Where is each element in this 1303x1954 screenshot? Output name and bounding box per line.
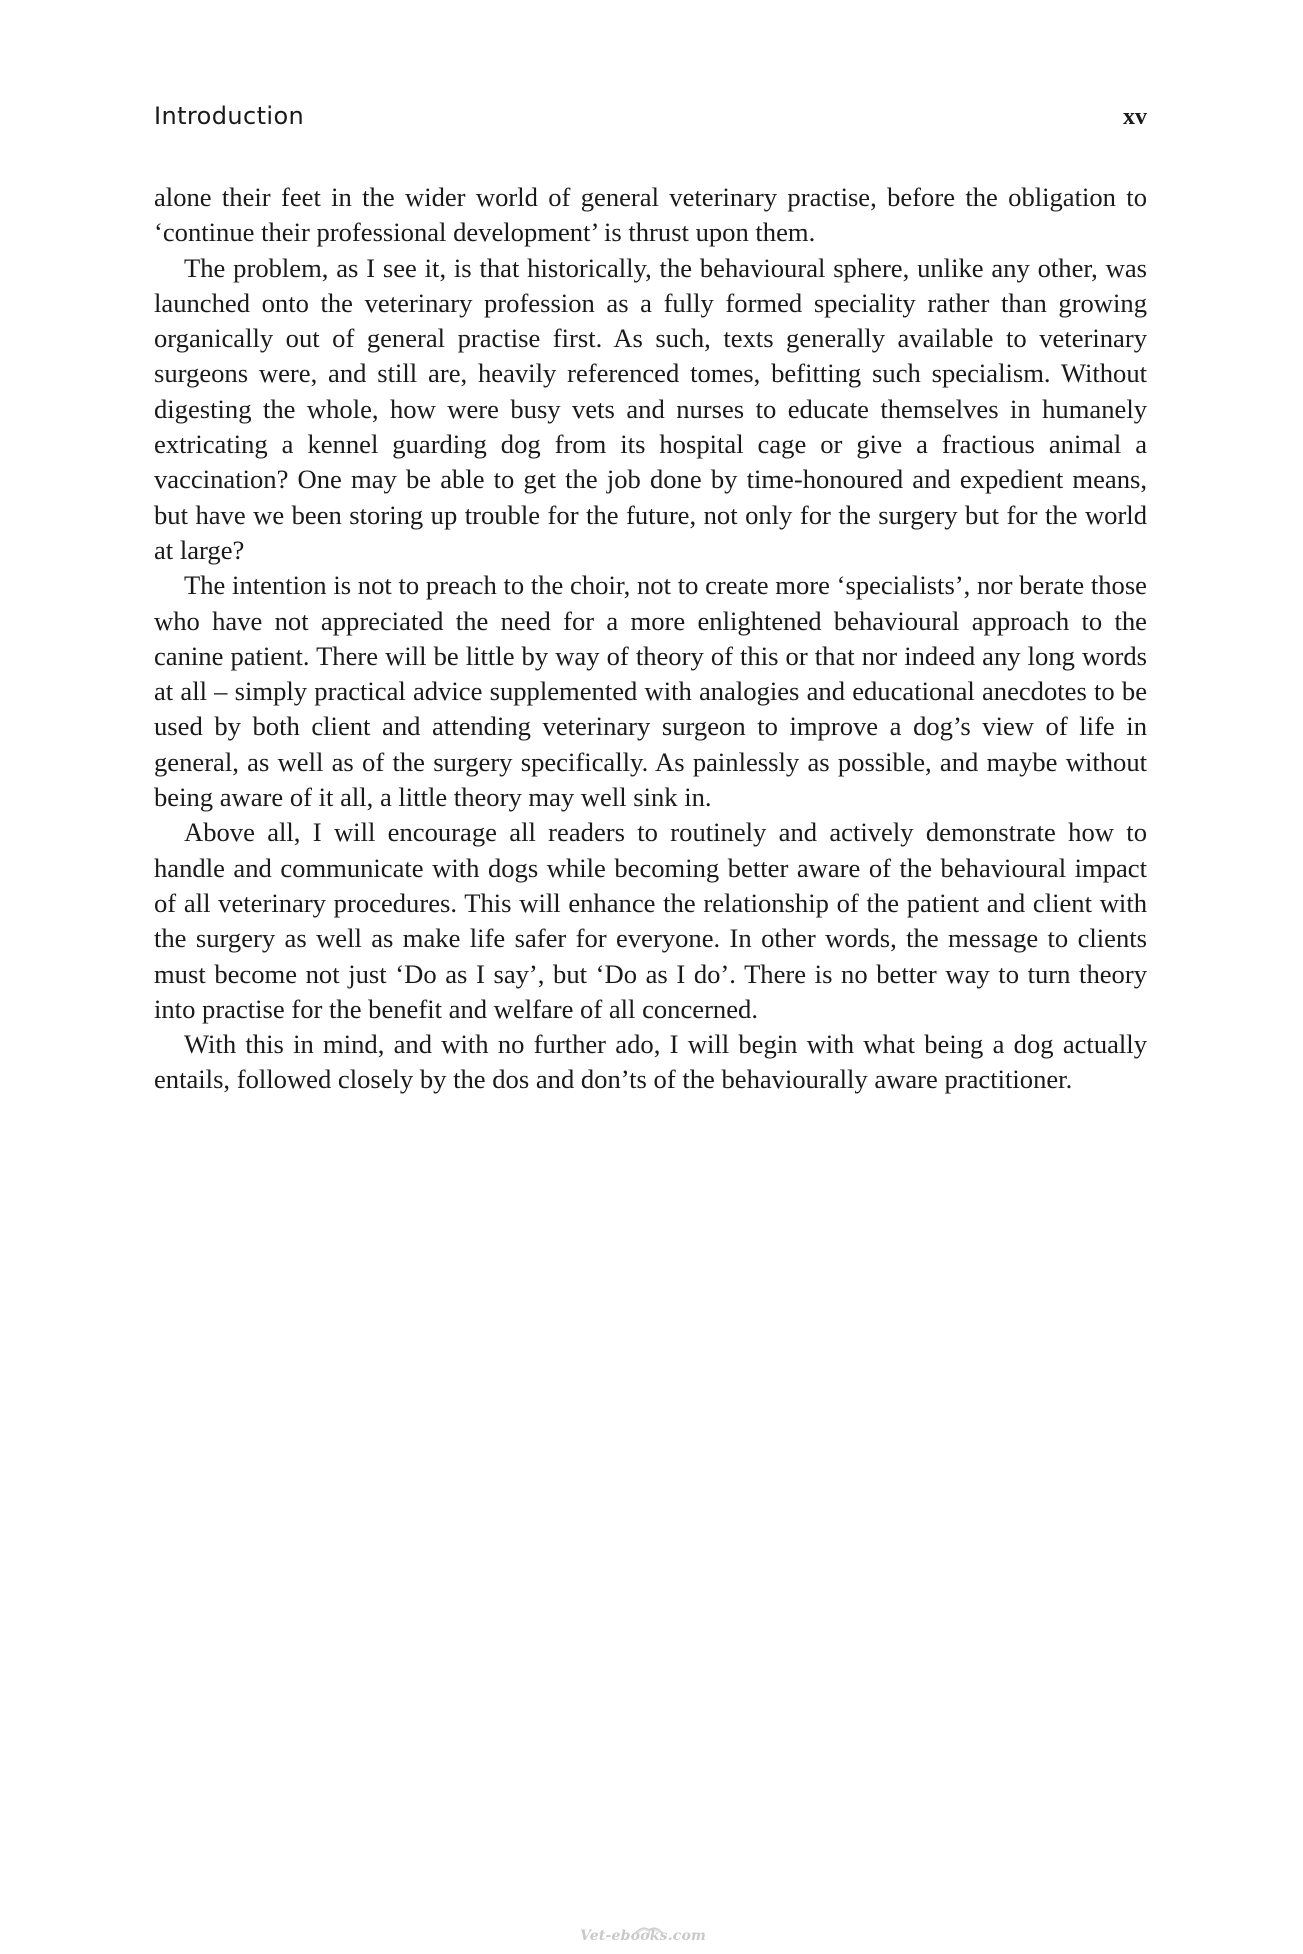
paragraph: The problem, as I see it, is that historically, the behavioural sphere, unlike any other, was launched onto the veterinary profession as a fully formed speciality rather than growing organically out of general practise first. As such, texts generally available to veterinary surgeons were, and still are, heavily referenced tomes, befitting such specialism. Without digesting the whole, how were busy vets and nurses to educate themselves in humanely extricating a kennel guarding dog from its hospital cage or give a fractious animal a vaccination? One may be able to get the job done by time-honoured and expedient means, but have we been storing up trouble for the future, not only for the surgery but for the world at large? [154,252,1147,565]
running-head [154,102,1147,134]
watermark-text: Vet-ebooks.com [580,1928,707,1944]
paragraph: The intention is not to preach to the choir, not to create more ‘specialists’, nor berate those who have not appreciated the need for a more enlightened behavioural approach to the canine patient. There will be little by way of theory of this or that nor indeed any long words at all – simply practical advice supplemented with analogies and educational anecdotes to be used by both client and attending veterinary surgeon to improve a dog’s view of life in general, as well as of the surgery specifically. As painlessly as possible, and maybe without being aware of it all, a little theory may well sink in. [154,570,1147,813]
body-text [154,180,1147,1098]
page-number: xv [1123,104,1147,130]
paragraph-continued: alone their feet in the wider world of general veterinary practise, before the obligation to ‘continue their professional development’ is thrust upon them. [154,182,1147,248]
section-title: Introduction [154,102,305,130]
watermark [580,1924,730,1948]
paragraph: Above all, I will encourage all readers to routinely and actively demonstrate how to handle and communicate with dogs while becoming better aware of the behavioural impact of all veterinary procedures. This will enhance the relationship of the patient and client with the surgery as well as make life safer for everyone. In other words, the message to clients must become not just ‘Do as I say’, but ‘Do as I do’. There is no better way to turn theory into practise for the benefit and welfare of all concerned. [154,817,1147,1024]
paragraph: With this in mind, and with no further ado, I will begin with what being a dog actually entails, followed closely by the dos and don’ts of the behaviourally aware practitioner. [154,1029,1147,1095]
